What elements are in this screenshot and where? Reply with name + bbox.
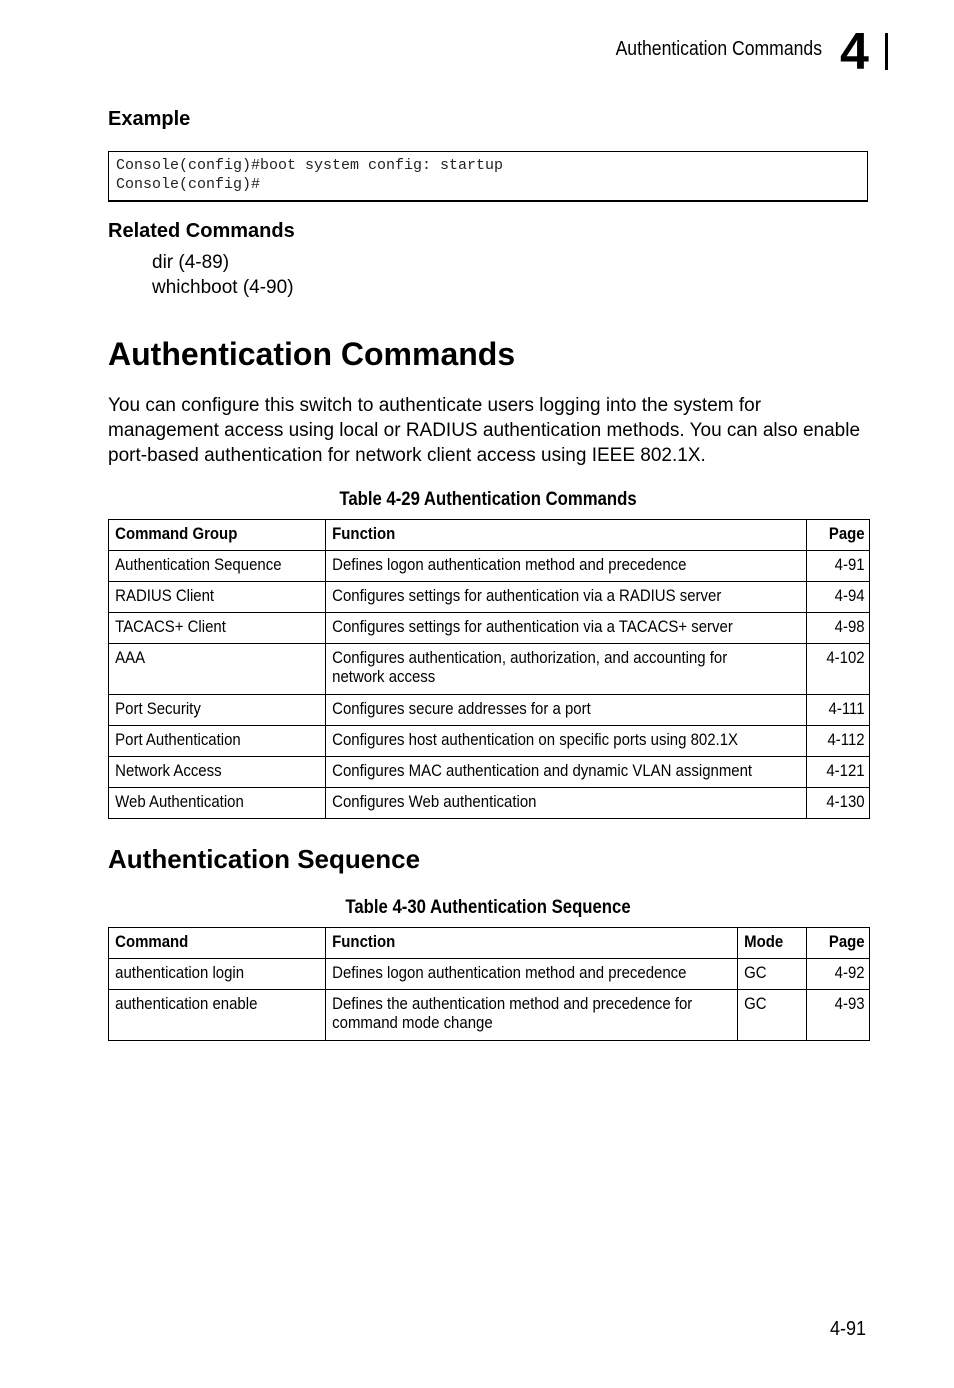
table-row bbox=[109, 644, 870, 695]
table-cell bbox=[807, 726, 870, 757]
table-cell-text: Defines the authentication method and precedence for command mode change bbox=[332, 994, 693, 1032]
table-cell-text: Port Security bbox=[115, 699, 201, 718]
column-header bbox=[738, 928, 807, 959]
column-header-text: Command bbox=[115, 932, 189, 951]
table-cell-text: 4-94 bbox=[834, 586, 865, 605]
table-cell bbox=[109, 695, 326, 726]
table-cell bbox=[326, 644, 807, 695]
table-cell-text: Configures host authentication on specific ports using 802.1X bbox=[332, 730, 739, 749]
table-cell-text: AAA bbox=[115, 648, 146, 667]
table-cell-text: 4-111 bbox=[828, 699, 865, 718]
table-cell bbox=[807, 757, 870, 788]
table-cell-text: 4-98 bbox=[834, 617, 865, 636]
table-cell-text: Defines logon authentication method and precedence bbox=[332, 963, 687, 982]
table-cell bbox=[109, 551, 326, 582]
running-header: Authentication Commands bbox=[615, 38, 822, 60]
table1-caption: Table 4-29 Authentication Commands bbox=[339, 489, 637, 510]
authentication-commands-table bbox=[108, 519, 870, 819]
subsection-title: Authentication Sequence bbox=[108, 844, 421, 874]
table-cell-text: GC bbox=[744, 994, 767, 1013]
table-cell-text: 4-112 bbox=[827, 730, 865, 749]
table-cell-text: Web Authentication bbox=[115, 792, 244, 811]
table-cell-text: 4-92 bbox=[834, 963, 865, 982]
table-cell bbox=[326, 959, 738, 990]
column-header bbox=[807, 928, 870, 959]
table-cell-text: Configures Web authentication bbox=[332, 792, 537, 811]
section-intro: You can configure this switch to authenticate users logging into the system for management access using local or RADIUS authentication methods. You can also enable port-based authentication for network client access using IEEE 802.1X. bbox=[108, 395, 861, 466]
table-cell-text: GC bbox=[744, 963, 767, 982]
code-example bbox=[108, 151, 868, 202]
table2-caption: Table 4-30 Authentication Sequence bbox=[345, 897, 631, 918]
code-line: Console(config)#boot system config: startup bbox=[116, 157, 504, 174]
table-cell bbox=[326, 551, 807, 582]
table-cell-text: Authentication Sequence bbox=[115, 555, 282, 574]
table-cell bbox=[326, 757, 807, 788]
column-header bbox=[807, 520, 870, 551]
table-cell bbox=[109, 788, 326, 819]
code-line: Console(config)# bbox=[116, 176, 261, 193]
table-cell-text: 4-130 bbox=[826, 792, 865, 811]
table-cell-text: 4-91 bbox=[834, 555, 865, 574]
table-cell-text: RADIUS Client bbox=[115, 586, 215, 605]
table-row bbox=[109, 613, 870, 644]
table-cell bbox=[807, 582, 870, 613]
related-commands-heading: Related Commands bbox=[108, 220, 295, 242]
section-title: Authentication Commands bbox=[108, 336, 516, 372]
column-header bbox=[326, 520, 807, 551]
table-cell bbox=[326, 788, 807, 819]
column-header-text: Page bbox=[828, 524, 865, 543]
table-cell bbox=[807, 551, 870, 582]
table-cell-text: Configures settings for authentication via a TACACS+ server bbox=[332, 617, 733, 636]
table-cell bbox=[109, 726, 326, 757]
page-number: 4-91 bbox=[829, 1318, 866, 1340]
table-cell bbox=[326, 726, 807, 757]
table-row bbox=[109, 990, 870, 1041]
table-cell bbox=[807, 788, 870, 819]
column-header-text: Page bbox=[828, 932, 865, 951]
chapter-number: 4 bbox=[840, 23, 869, 81]
table-cell-text: Configures authentication, authorization, and accounting for network access bbox=[332, 648, 728, 686]
related-command-link: whichboot (4-90) bbox=[152, 277, 294, 298]
table-cell bbox=[807, 695, 870, 726]
table-cell bbox=[807, 644, 870, 695]
table-cell bbox=[807, 613, 870, 644]
column-header bbox=[326, 928, 738, 959]
table-cell-text: TACACS+ Client bbox=[115, 617, 226, 636]
table-row bbox=[109, 551, 870, 582]
table-cell bbox=[326, 990, 738, 1041]
column-header-text: Mode bbox=[744, 932, 784, 951]
table-cell-text: authentication enable bbox=[115, 994, 258, 1013]
table-cell bbox=[109, 757, 326, 788]
table-cell bbox=[109, 644, 326, 695]
column-header bbox=[109, 928, 326, 959]
table-cell bbox=[109, 582, 326, 613]
table-cell bbox=[738, 990, 807, 1041]
authentication-sequence-table bbox=[108, 927, 870, 1041]
table-cell bbox=[807, 990, 870, 1041]
table-row bbox=[109, 959, 870, 990]
column-header-text: Command Group bbox=[115, 524, 238, 543]
table-cell bbox=[326, 695, 807, 726]
example-heading: Example bbox=[108, 108, 191, 130]
table-cell-text: 4-102 bbox=[826, 648, 865, 667]
chapter-bar bbox=[885, 33, 888, 70]
table-cell-text: Configures MAC authentication and dynamic VLAN assignment bbox=[332, 761, 753, 780]
table-cell bbox=[109, 990, 326, 1041]
related-command-link: dir (4-89) bbox=[152, 252, 230, 273]
column-header bbox=[109, 520, 326, 551]
table-cell-text: Network Access bbox=[115, 761, 222, 780]
table-cell bbox=[326, 582, 807, 613]
table-cell bbox=[109, 959, 326, 990]
table-row bbox=[109, 695, 870, 726]
column-header-text: Function bbox=[332, 524, 396, 543]
table-cell bbox=[326, 613, 807, 644]
table-cell bbox=[807, 959, 870, 990]
table-cell-text: Configures settings for authentication via a RADIUS server bbox=[332, 586, 722, 605]
table-cell-text: Configures secure addresses for a port bbox=[332, 699, 591, 718]
table-header-row bbox=[109, 520, 870, 551]
table-header-row bbox=[109, 928, 870, 959]
table-cell bbox=[109, 613, 326, 644]
column-header-text: Function bbox=[332, 932, 396, 951]
table-cell bbox=[738, 959, 807, 990]
table-cell-text: 4-121 bbox=[826, 761, 865, 780]
table-cell-text: authentication login bbox=[115, 963, 245, 982]
table-row bbox=[109, 788, 870, 819]
table-row bbox=[109, 757, 870, 788]
table-cell-text: Defines logon authentication method and precedence bbox=[332, 555, 687, 574]
table-row bbox=[109, 726, 870, 757]
table-cell-text: 4-93 bbox=[834, 994, 865, 1013]
table-cell-text: Port Authentication bbox=[115, 730, 241, 749]
table-row bbox=[109, 582, 870, 613]
